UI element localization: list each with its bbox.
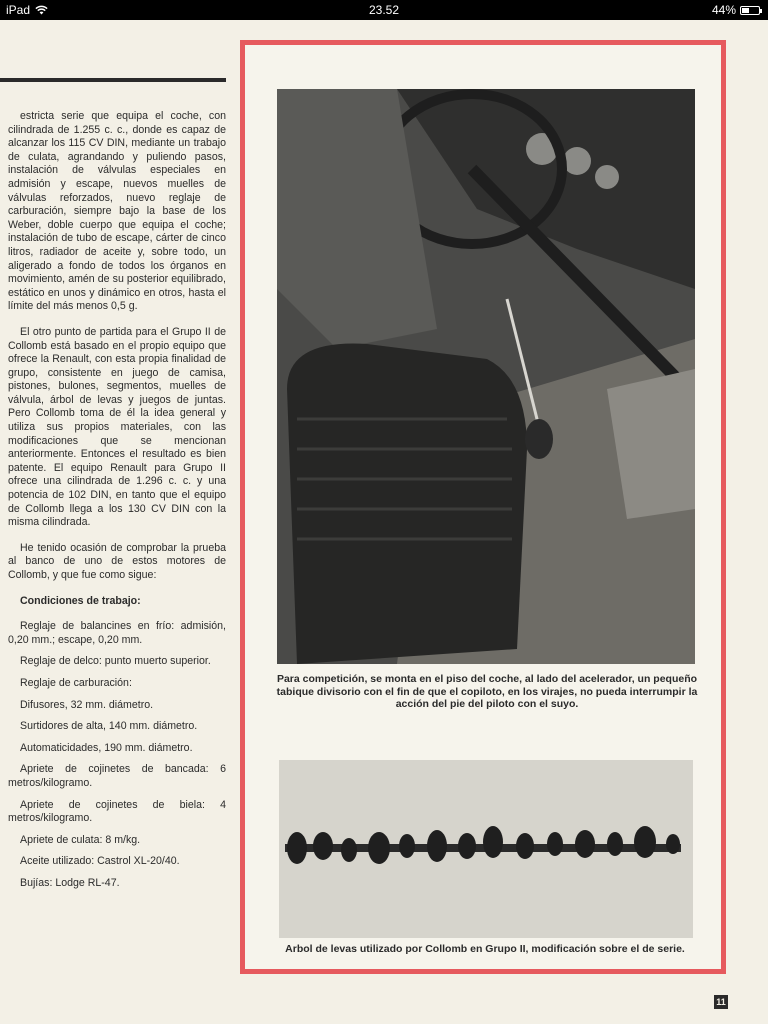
condition-item: Bujías: Lodge RL-47.: [20, 876, 120, 889]
condition-item: Reglaje de balancines en frío: admisión, 0,20 mm.; escape, 0,20 mm.: [8, 620, 226, 646]
condition-item: Reglaje de delco: punto muerto superior.: [20, 655, 211, 668]
article-paragraph: He tenido ocasión de comprobar la prueba al banco de uno de estos motores de Collomb, y que fue como sigue:: [8, 541, 226, 581]
condition-item: Apriete de cojinetes de bancada: 6 metros/kilogramo.: [8, 763, 226, 789]
battery-percent: 44%: [711, 3, 736, 17]
figure1-caption: Para competición, se monta en el piso del coche, al lado del acelerador, un pequeño tabique divisorio con el fin de que el copiloto, en los virajes, no pueda interrumpir la acción del pie del piloto con el suyo.: [276, 673, 698, 710]
battery-icon: [740, 6, 760, 15]
section-rule: [0, 78, 226, 82]
article-column: [8, 110, 226, 899]
status-bar: [0, 0, 768, 20]
article-paragraph: El otro punto de partida para el Grupo II de Collomb está basado en el propio equipo que ofrece la Renault, con esta propia finalidad de grupo, consistente en juego de camisa, pistones, bulones, segmentos, muelles de válvula, árbol de levas y juegos de juntas. Pero Collomb toma de él la idea general y utiliza sus propios materiales, con las modificaciones que se mencionan anteriormente. Entonces el resultado es bien patente. El equipo Renault para Grupo II ofrece una cilindrada de 1.296 c. c. y una potencia de 102 DIN, en tanto que el equipo de Collomb llega a los 130 CV DIN con la misma cilindrada.: [8, 325, 226, 529]
camshaft-photo: [279, 760, 693, 938]
figure-panel: [240, 40, 726, 974]
article-paragraph: estricta serie que equipa el coche, con cilindrada de 1.255 c. c., donde es capaz de alcanzar los 115 CV DIN, mediante un trabajo de culata, agrandando y puliendo pasos, instalación de válvulas especiales en admisión y escape, nuevos muelles de válvulas reforzados, nuevo reglaje de carburación, siempre bajo la base de los Weber, doble cuerpo que equipa el coche; instalación de tubo de escape, cárter de cinco litros, radiador de aceite y, sobre todo, un aligerado a fondo de todos los órganos en movimiento, amén de su posterior equilibrado, estático en unos y dinámico en otros, hasta el límite del más menos 0,5 g.: [8, 110, 226, 313]
condition-item: Surtidores de alta, 140 mm. diámetro.: [20, 720, 198, 733]
car-interior-photo: [277, 89, 695, 664]
device-label: iPad: [6, 3, 31, 17]
figure2-caption: Arbol de levas utilizado por Collomb en Grupo II, modificación sobre el de serie.: [285, 943, 685, 955]
condition-item: Apriete de cojinetes de biela: 4 metros/kilogramo.: [8, 798, 226, 825]
condition-item: Difusores, 32 mm. diámetro.: [20, 698, 154, 711]
page-number: 11: [714, 995, 728, 1009]
condition-item: Apriete de culata: 8 m/kg.: [20, 833, 141, 846]
magazine-page: [0, 20, 768, 1024]
condition-item: Automaticidades, 190 mm. diámetro.: [20, 741, 193, 754]
condition-item: Reglaje de carburación:: [20, 676, 132, 689]
clock: 23.52: [368, 3, 400, 17]
conditions-heading: Condiciones de trabajo:: [20, 594, 141, 607]
condition-item: Aceite utilizado: Castrol XL-20/40.: [20, 855, 180, 868]
